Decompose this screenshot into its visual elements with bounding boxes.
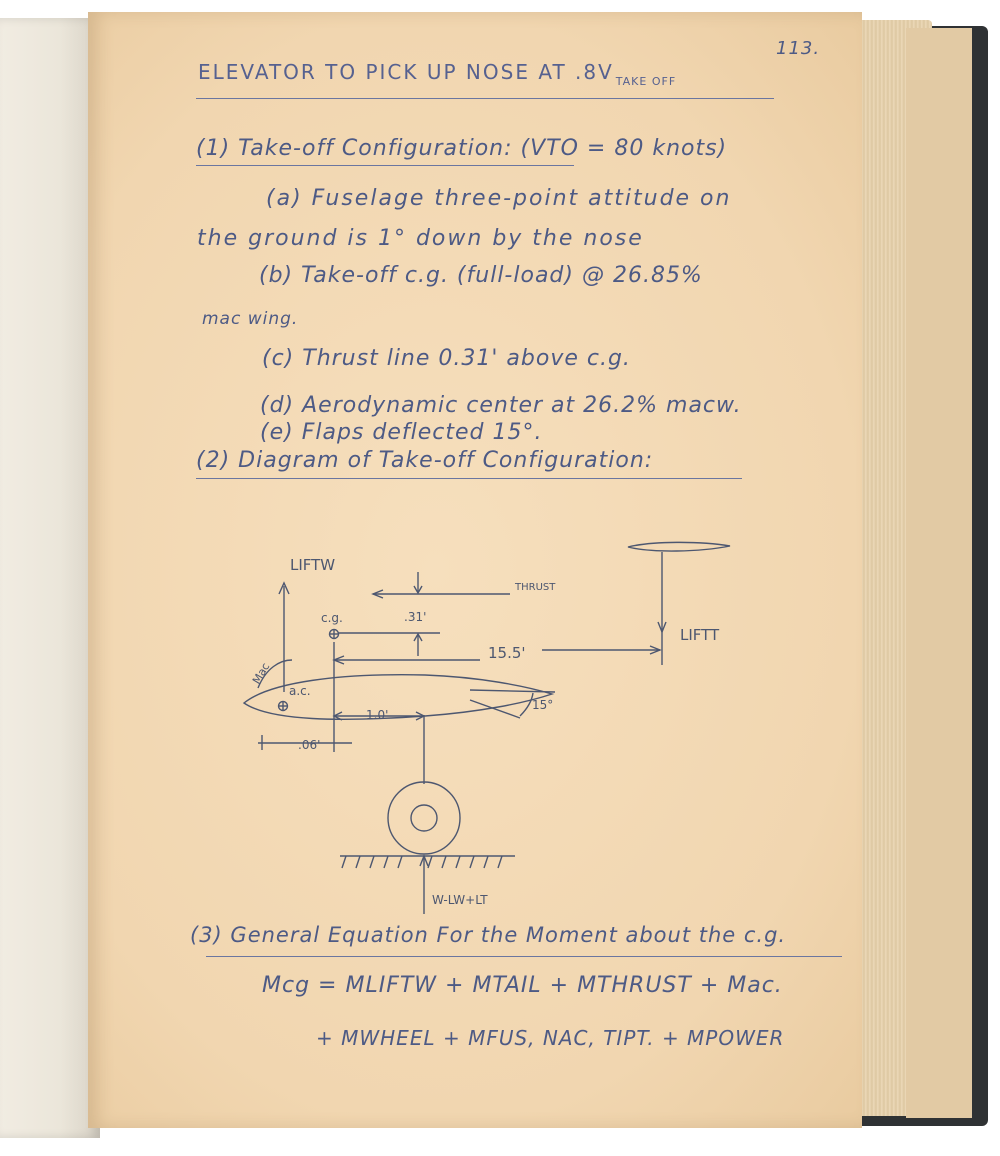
label-dim-10: 1.0' bbox=[366, 708, 389, 722]
note-b-cg: (b) Take-off c.g. (full-load) @ 26.85% bbox=[259, 263, 703, 288]
label-dim-031: .31' bbox=[404, 610, 427, 624]
equation-heading: (3) General Equation For the Moment about the c.g. bbox=[190, 923, 787, 947]
label-flap-angle: 15° bbox=[532, 698, 554, 712]
flap-reference-line bbox=[470, 690, 555, 692]
label-dim-155: 15.5' bbox=[488, 644, 526, 662]
label-ac: a.c. bbox=[289, 684, 311, 698]
note-e-flaps: (e) Flaps deflected 15°. bbox=[260, 420, 543, 445]
page-title-text: ELEVATOR TO PICK UP NOSE AT .8V bbox=[198, 60, 614, 84]
equation-line-1: Mcg = MLIFTW + MTAIL + MTHRUST + Mac. bbox=[262, 973, 783, 998]
note-b-continued: mac wing. bbox=[202, 309, 299, 329]
page-title-subscript: TAKE OFF bbox=[615, 75, 677, 88]
label-dim-06: .06' bbox=[298, 738, 321, 752]
label-mac: Mac bbox=[249, 660, 273, 687]
note-d-aerodynamic-center: (d) Aerodynamic center at 26.2% macw. bbox=[260, 393, 742, 418]
label-weight: W-LW+LT bbox=[432, 893, 488, 907]
label-cg: c.g. bbox=[321, 611, 343, 625]
note-a-continued: the ground is 1° down by the nose bbox=[197, 226, 644, 251]
page-number: 113. bbox=[776, 38, 821, 59]
note-takeoff-configuration: (1) Take-off Configuration: (VTO = 80 knots) bbox=[196, 136, 728, 161]
label-lift-wing: LIFTW bbox=[290, 556, 336, 574]
tail-airfoil bbox=[628, 542, 730, 551]
equation-underline bbox=[206, 956, 842, 957]
note-c-thrust: (c) Thrust line 0.31' above c.g. bbox=[262, 346, 631, 371]
label-thrust: THRUST bbox=[515, 582, 556, 593]
wheel-inner bbox=[411, 805, 437, 831]
flap-deflected-line bbox=[470, 700, 520, 718]
note-diagram-heading: (2) Diagram of Take-off Configuration: bbox=[196, 448, 654, 473]
wheel-outer bbox=[388, 782, 460, 854]
equation-line-2: + MWHEEL + MFUS, NAC, TIPT. + MPOWER bbox=[316, 1026, 785, 1050]
note-a-fuselage: (a) Fuselage three-point attitude on bbox=[266, 186, 732, 211]
label-lift-tail: LIFTT bbox=[680, 626, 720, 644]
